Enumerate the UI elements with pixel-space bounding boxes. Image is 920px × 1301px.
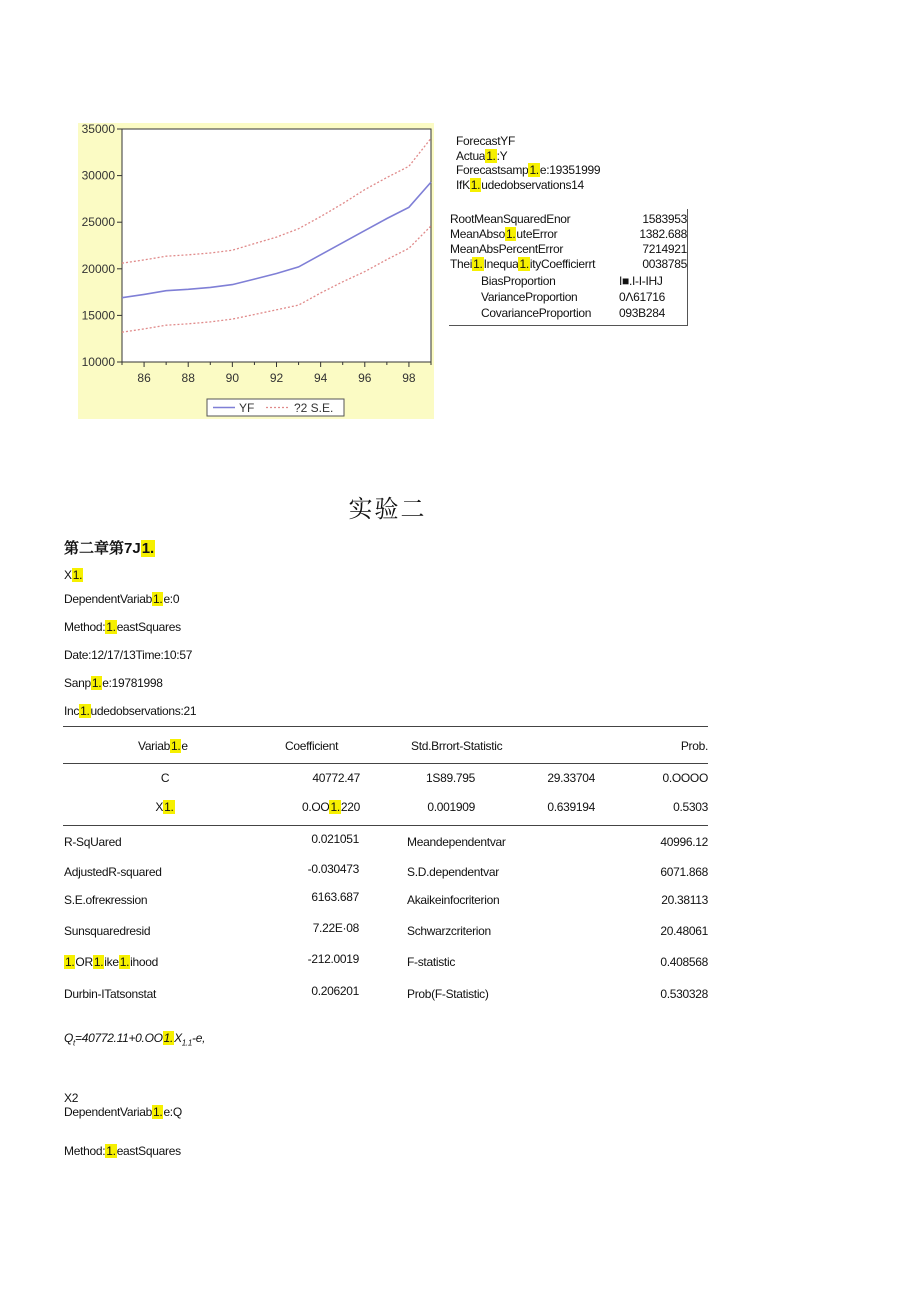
table-cell-variable-part: C <box>160 771 170 785</box>
table-cell-stderr: 1S89.795 <box>426 771 475 785</box>
stat-label-left <box>64 893 147 907</box>
stat-value-right: 20.48061 <box>660 924 708 938</box>
regression-meta <box>64 620 181 634</box>
forecast-stat-row <box>449 290 687 305</box>
equation-part: -e, <box>192 1031 206 1045</box>
section-label-part: 1. <box>72 568 83 582</box>
y-tick-label: 20000 <box>81 261 115 276</box>
stat-value-right: 0.530328 <box>660 987 708 1001</box>
chapter-text: 第二章第7J <box>64 540 141 557</box>
regression-meta-part: eastSquares <box>116 1144 181 1158</box>
y-tick-label: 25000 <box>81 215 115 230</box>
stat-label-left-part: R-SqUared <box>64 835 122 849</box>
forecast-stat-label-part: ityCoefficierrt <box>529 257 596 271</box>
forecast-header-part: Forecast <box>456 134 501 148</box>
forecast-stat-value: 0038785 <box>642 257 687 271</box>
table-cell-prob: 0.5303 <box>673 800 708 814</box>
regression-meta-part: e:Q <box>163 1105 182 1119</box>
chart-legend <box>207 399 344 416</box>
forecast-header-part: udedobservations14 <box>481 177 584 192</box>
table-cell-tstat: 29.33704 <box>547 771 595 785</box>
stat-value-left: 0.206201 <box>311 984 359 998</box>
regression-meta-part: DependentVariab <box>64 592 153 606</box>
forecast-stat-label <box>450 242 563 257</box>
stat-label-left-part: 1. <box>119 955 130 969</box>
forecast-stat-value: 7214921 <box>642 242 687 256</box>
x-tick-label: 86 <box>137 371 151 385</box>
stat-label-left <box>64 987 156 1001</box>
stat-label-left-part: ihood <box>130 955 158 969</box>
forecast-stat-label <box>450 212 570 227</box>
stat-value-right: 0.408568 <box>660 955 708 969</box>
forecast-header-part: 1. <box>470 177 481 192</box>
forecast-header-line <box>456 149 600 164</box>
col-header-variable-part: Variab <box>138 739 170 753</box>
forecast-header-line <box>456 134 600 149</box>
stat-label-right: Prob(F-Statistic) <box>407 987 489 1001</box>
forecast-stat-label <box>481 290 577 305</box>
y-tick-label: 15000 <box>81 308 115 323</box>
regression-meta-part: 1. <box>106 620 116 634</box>
table-cell-variable <box>150 771 180 785</box>
legend-label-se: ?2 S.E. <box>294 401 334 415</box>
forecast-stat-label-part: CovarianceProportion <box>481 306 592 320</box>
stat-label-left-part: Sunsquaredresid <box>64 924 151 938</box>
forecast-stat-label <box>450 227 557 242</box>
chapter-mark: 1. <box>141 540 155 557</box>
stat-value-right: 20.38113 <box>661 893 708 907</box>
regression-meta-part: 1. <box>91 676 102 690</box>
forecast-stat-row <box>449 227 687 242</box>
forecast-header-part: 1. <box>486 148 496 163</box>
stat-value-right: 40996.12 <box>660 835 708 849</box>
forecast-stat-value: 093B284 <box>619 306 665 320</box>
forecast-stat-row <box>449 257 687 272</box>
regression-meta <box>64 648 192 662</box>
forecast-stat-label-part: BiasProportion <box>481 274 556 288</box>
stat-value-left: 6163.687 <box>311 890 359 904</box>
forecast-header-part: Forecastsamp <box>456 163 529 177</box>
x-tick-label: 90 <box>225 371 240 385</box>
regression-meta-part: udedobservations:21 <box>90 704 197 718</box>
stat-label-left-part: OR <box>75 955 93 969</box>
stat-label-left-part: ike <box>104 955 119 969</box>
forecast-stat-label-part: MeanAbsPercentError <box>450 242 564 256</box>
forecast-header-part: YF <box>500 134 516 148</box>
forecast-stat-value: 1382.688 <box>639 227 687 241</box>
stat-label-left <box>64 835 121 849</box>
x-tick-label: 94 <box>313 371 328 385</box>
stat-label-left-part: AdjustedR-squared <box>64 865 162 879</box>
stat-label-right: Schwarzcriterion <box>407 924 491 938</box>
table-cell-variable <box>150 800 180 814</box>
forecast-header-line <box>456 178 600 193</box>
regression-meta-part: e:19781998 <box>102 676 163 690</box>
forecast-header-part: e:19351999 <box>539 163 601 177</box>
regression-meta-part: 1. <box>106 1144 116 1158</box>
forecast-stat-value: 0Λ61716 <box>619 290 665 304</box>
stat-label-left-part: 1. <box>65 955 75 969</box>
forecast-header-part: Actua <box>456 148 486 163</box>
equation-part: =40772.11+0.OO <box>74 1031 163 1045</box>
equation-part: X <box>174 1031 182 1045</box>
table-cell-tstat: 0.639194 <box>547 800 595 814</box>
forecast-stat-label-part: 1. <box>519 257 529 271</box>
equation-part: Q <box>64 1031 74 1045</box>
forecast-stat-label-part: 1. <box>473 257 483 271</box>
table-rule <box>63 726 708 727</box>
x-tick-label: 96 <box>358 371 372 385</box>
forecast-stat-label-part: RootMeanSquaredEnor <box>450 212 571 226</box>
equation-part: 1. <box>163 1031 174 1045</box>
col-header-coefficient: Coefficient <box>285 739 339 753</box>
legend-label-yf: YF <box>239 401 255 415</box>
table-cell-variable-part: 1. <box>164 800 174 814</box>
stat-value-right: 6071.868 <box>660 865 708 879</box>
forecast-stat-row <box>449 242 687 257</box>
regression-meta-part: eastSquares <box>116 620 181 634</box>
forecast-chart <box>78 123 434 419</box>
regression-meta-part: 1. <box>153 1105 163 1119</box>
page-title: 实验二 <box>348 495 427 523</box>
y-tick-label: 35000 <box>81 123 115 136</box>
regression-meta <box>64 1144 181 1158</box>
forecast-stat-label-part: 1. <box>505 227 516 241</box>
forecast-stat-row <box>449 212 687 227</box>
regression-meta <box>64 592 179 606</box>
regression-equation <box>64 1031 205 1047</box>
forecast-stat-label-part: MeanAbso <box>450 227 505 241</box>
regression-meta <box>64 1105 182 1119</box>
forecast-stats-box <box>449 209 688 326</box>
forecast-stat-value: I■.I-I-IHJ <box>619 274 663 288</box>
stat-value-left: -0.030473 <box>307 862 359 876</box>
x-tick-label: 98 <box>402 371 416 385</box>
regression-meta-part: Date:12/17/13Time:10:57 <box>64 648 193 662</box>
regression-meta-part: Inc <box>64 704 80 718</box>
col-header-variable-part: e <box>181 739 188 753</box>
stat-value-left: 7.22E·08 <box>312 921 359 935</box>
forecast-stat-label <box>450 257 595 272</box>
table-rule <box>63 763 708 764</box>
stat-label-right: F-statistic <box>407 955 456 969</box>
regression-meta-part: Method: <box>64 620 106 634</box>
col-header-variable-part: 1. <box>171 739 181 753</box>
stat-label-right: Akaikeinfocriterion <box>407 893 500 907</box>
x-tick-label: 92 <box>269 371 284 385</box>
x-tick-label: 88 <box>181 371 195 385</box>
stat-label-left <box>64 955 158 969</box>
stat-label-left-part: 1. <box>93 955 104 969</box>
table-cell-stderr: 0.001909 <box>427 800 475 814</box>
col-header-stderr: Std.Brrort-Statistic <box>411 739 503 753</box>
equation-part: 1.1 <box>181 1038 193 1048</box>
stat-label-left <box>64 924 150 938</box>
regression-meta-part: e:0 <box>163 592 180 606</box>
forecast-header-line <box>456 163 600 178</box>
forecast-stat-label-part: VarianceProportion <box>481 290 578 304</box>
table-cell-coef-part: 0.OO <box>301 800 330 814</box>
forecast-stat-value: 1583953 <box>642 212 687 226</box>
stat-value-left: -212.0019 <box>307 952 359 966</box>
regression-meta <box>64 676 163 690</box>
y-tick-label: 10000 <box>81 355 115 369</box>
col-header-prob: Prob. <box>680 739 708 753</box>
regression-meta-part: Sanp <box>64 676 91 690</box>
forecast-header-part: :Y <box>496 148 508 163</box>
stat-value-left: 0.021051 <box>311 832 359 846</box>
regression-meta-part: 1. <box>153 592 163 606</box>
table-cell-coef-part: 220 <box>340 800 360 814</box>
table-cell-variable-part: X <box>155 800 164 814</box>
col-header-variable <box>138 739 188 753</box>
forecast-stat-label-part: Inequa <box>483 257 519 271</box>
table-cell-coef <box>270 771 360 785</box>
section-label <box>64 568 83 582</box>
equation-part: t <box>73 1038 75 1048</box>
stat-label-right: S.D.dependentvar <box>407 865 499 879</box>
section-label: X2 <box>64 1091 79 1105</box>
regression-meta-part: DependentVariab <box>64 1105 153 1119</box>
stat-label-left-part: S.E.ofreκression <box>64 893 148 907</box>
forecast-header-part: 1. <box>529 163 539 177</box>
stat-label-left-part: Durbin-ITatsonstat <box>64 987 156 1001</box>
table-cell-coef-part: 40772.47 <box>312 771 360 785</box>
forecast-stat-label-part: uteError <box>516 227 558 241</box>
table-cell-prob: 0.OOOO <box>662 771 708 785</box>
forecast-header <box>456 134 600 192</box>
table-cell-coef-part: 1. <box>330 800 340 814</box>
regression-meta-part: 1. <box>80 704 90 718</box>
table-cell-coef <box>270 800 360 814</box>
forecast-stat-label <box>481 274 556 289</box>
table-rule <box>63 825 708 826</box>
forecast-stat-label <box>481 306 591 321</box>
chart-plot-area <box>122 129 431 362</box>
chapter-heading <box>64 537 155 558</box>
stat-label-left <box>64 865 162 879</box>
forecast-chart-svg <box>78 123 434 419</box>
stat-label-right: Meandependentvar <box>407 835 506 849</box>
forecast-header-part: IfK <box>456 177 470 192</box>
forecast-stat-label-part: Thei <box>450 257 473 271</box>
regression-meta <box>64 704 196 718</box>
y-tick-label: 30000 <box>81 168 115 183</box>
regression-meta-part: Method: <box>64 1144 106 1158</box>
forecast-stat-row <box>449 274 687 289</box>
section-label-part: X <box>64 568 72 582</box>
forecast-stat-row <box>449 306 687 321</box>
